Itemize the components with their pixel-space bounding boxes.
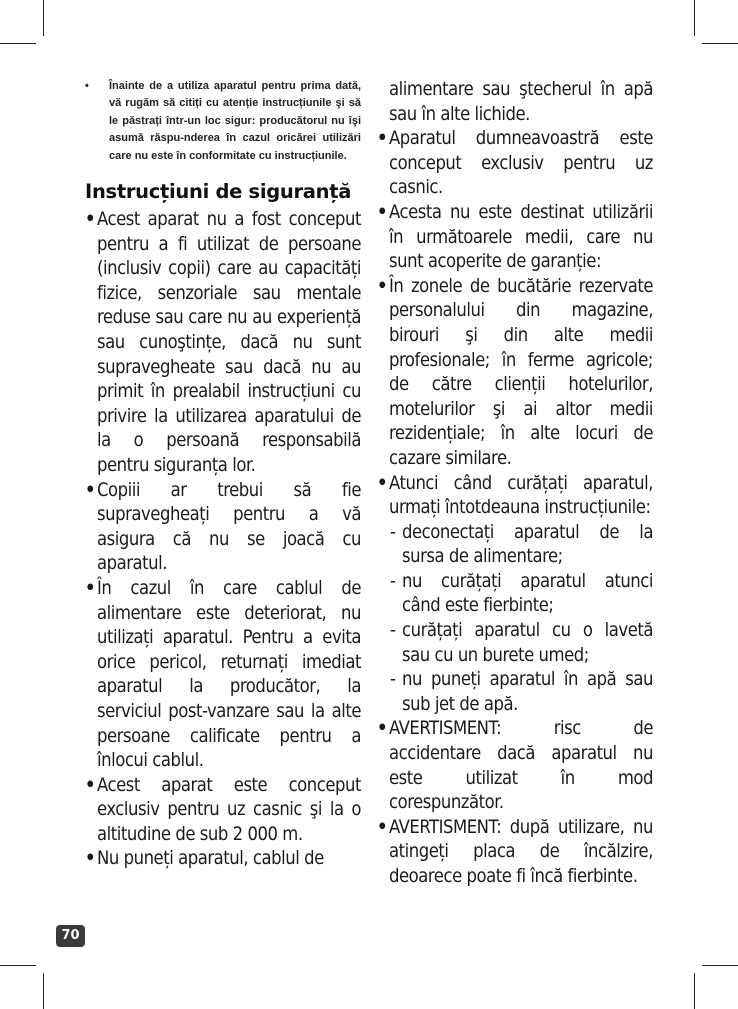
cleaning-step: - nu curățați aparatul atunci când este fierbinte; — [389, 570, 653, 619]
crop-mark — [43, 0, 44, 36]
crop-mark — [694, 973, 695, 1009]
crop-mark — [702, 43, 738, 44]
cleaning-item — [377, 472, 653, 718]
continued-item — [377, 78, 653, 127]
safety-item: • Copiii ar trebui să fie supravegheați pentru a vă asigura că nu se joacă cu aparatul. — [85, 479, 361, 577]
safety-item: • Acest aparat este conceput exclusiv pentru uz casnic şi la o altitudine de sub 2 000 m. — [85, 774, 361, 848]
safety-item: • Nu puneți aparatul, cablul de — [85, 847, 361, 872]
cleaning-step: - deconectați aparatul de la sursa de alimentare; — [389, 521, 653, 570]
safety-item: • În zonele de bucătărie rezervate personalului din magazine, birouri şi din alte medii profesionale; în ferme agricole; de către clienții hotelurilor, motelurilor şi ai altor medii rezidențiale; în alte locuri de cazare similare. — [377, 275, 653, 472]
safety-heading: Instrucțiuni de siguranță — [85, 180, 352, 204]
left-column — [85, 78, 361, 872]
safety-list-right — [377, 127, 653, 889]
right-column — [377, 78, 653, 890]
intro-item: • Înainte de a utiliza aparatul pentru prima dată, vă rugăm să citiți cu atenție instrucțiunile şi să le păstrați într-un loc sigur: producătorul nu îşi asumă răspu-nderea în cazul oricărei utilizări care nu este în conformitate cu instrucțiunile. — [85, 78, 361, 165]
safety-list-left — [85, 208, 361, 872]
crop-mark — [694, 0, 695, 36]
cleaning-steps — [389, 521, 653, 718]
safety-item: • În cazul în care cablul de alimentare este deteriorat, nu utilizați aparatul. Pentru a evita orice pericol, returnați imediat aparatul la producător, la serviciul post-vanzare sau la alte persoane calificate pentru a înlocui cablul. — [85, 577, 361, 774]
safety-item: • Acest aparat nu a fost conceput pentru a fi utilizat de persoane (inclusiv copii) care au capacități fizice, senzoriale sau mentale reduse sau care nu au experiență sau cunoştințe, dacă nu sunt supravegheate sau dacă nu au primit în prealabil instrucțiuni cu privire la utilizarea aparatului de la o persoană responsabilă pentru siguranța lor. — [85, 208, 361, 479]
warning-item: • AVERTISMENT: după utilizare, nu atingeți placa de încălzire, deoarece poate fi încă fierbinte. — [377, 816, 653, 890]
crop-mark — [702, 965, 738, 966]
page-number: 70 — [56, 925, 85, 947]
safety-item: • Acesta nu este destinat utilizării în următoarele medii, care nu sunt acoperite de garanție: — [377, 201, 653, 275]
crop-mark — [43, 973, 44, 1009]
continued-text: alimentare sau ştecherul în apă sau în alte lichide. — [389, 79, 653, 125]
intro-list — [85, 78, 361, 165]
safety-item: • Aparatul dumneavoastră este conceput exclusiv pentru uz casnic. — [377, 127, 653, 201]
warning-item: • AVERTISMENT: risc de accidentare dacă aparatul nu este utilizat în mod corespunzător. — [377, 717, 653, 815]
crop-mark — [0, 965, 36, 966]
crop-mark — [0, 43, 36, 44]
cleaning-step: - curățați aparatul cu o lavetă sau cu un burete umed; — [389, 619, 653, 668]
cleaning-lead: Atunci când curățați aparatul, urmați întotdeauna instrucțiunile: — [389, 472, 653, 519]
cleaning-step: - nu puneți aparatul în apă sau sub jet de apă. — [389, 668, 653, 717]
